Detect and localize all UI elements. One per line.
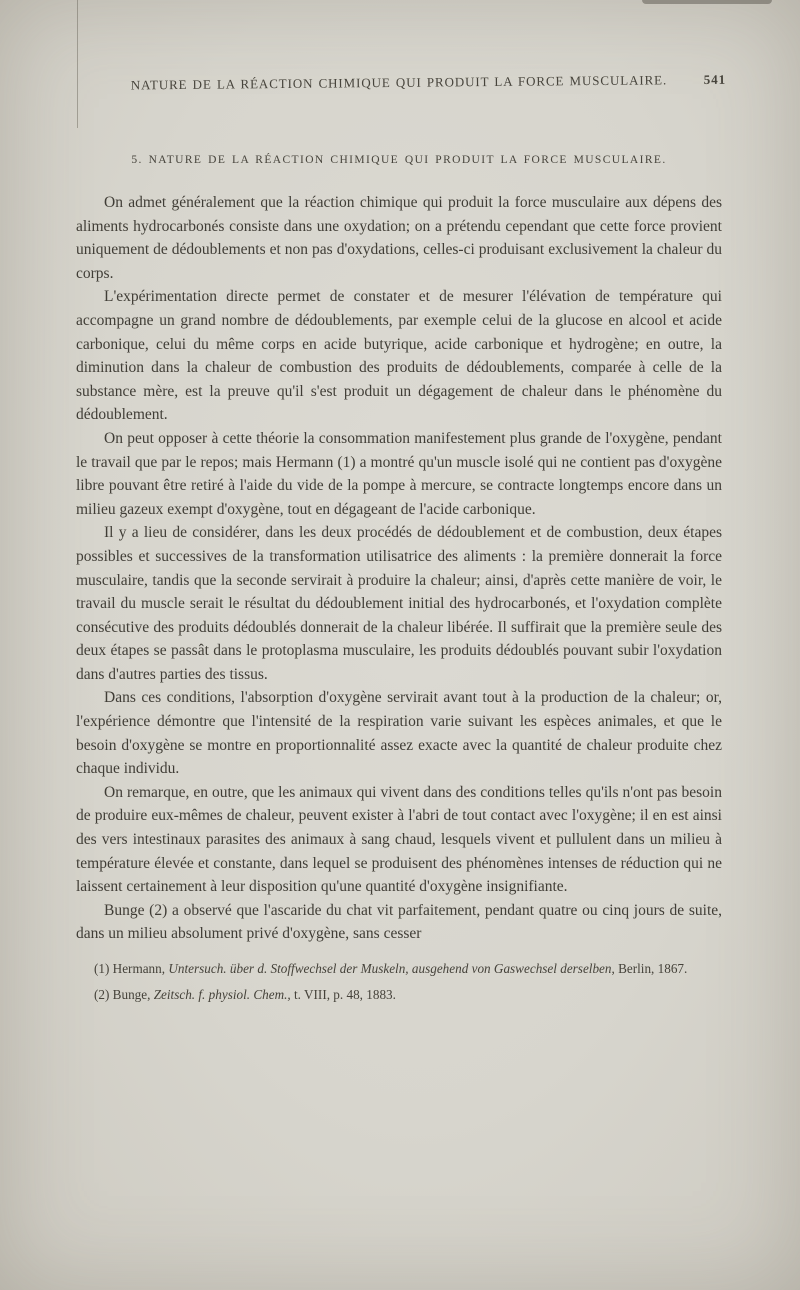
footnote-2 [76, 985, 722, 1004]
footnote-1 [76, 959, 722, 978]
footnote-2-post: t. VIII, p. 48, 1883. [290, 987, 396, 1002]
body-text [76, 191, 722, 946]
section-heading: 5. NATURE DE LA RÉACTION CHIMIQUE QUI PRODUIT LA FORCE MUSCULAIRE. [131, 154, 667, 166]
paragraph-4: Il y a lieu de considérer, dans les deux procédés de dédoublement et de combustion, deux étapes possibles et successives de la transformation utilisatrice des aliments : la première donnerait la force musculaire, tandis que la seconde servirait à produire la chaleur; ainsi, d'après cette manière de voir, le travail du muscle serait le résultat du dédoublement initial des hydrocarbonés, et l'oxydation complète consécutive des produits dédoublés donnerait de la chaleur libérée. Il suffirait que la première seule des deux étapes se passât dans le protoplasma musculaire, les produits dédoublés pouvant subir l'oxydation dans d'autres parties des tissus. [76, 524, 722, 683]
footnote-1-pre: (1) Hermann, [94, 961, 169, 976]
running-head-title: NATURE DE LA RÉACTION CHIMIQUE QUI PRODUIT LA FORCE MUSCULAIRE. [130, 72, 668, 93]
scan-artifact-top-edge [642, 0, 772, 4]
running-head [76, 71, 727, 94]
footnote-2-pre: (2) Bunge, [94, 987, 154, 1002]
paragraph-5: Dans ces conditions, l'absorption d'oxygène servirait avant tout à la production de la chaleur; or, l'expérience démontre que l'intensité de la respiration varie suivant les espèces animales, et que le besoin d'oxygène se montre en proportionnalité assez exacte avec la quantité de chaleur produite chez chaque individu. [76, 689, 722, 778]
paragraph-3: On peut opposer à cette théorie la consommation manifestement plus grande de l'oxygène, pendant le travail que par le repos; mais Hermann (1) a montré qu'un muscle isolé qui ne contient pas d'oxygène libre pouvant être retiré à l'aide du vide de la pompe à mercure, se contracte longtemps encore dans un milieu gazeux exempt d'oxygène, tout en dégageant de l'acide carbonique. [76, 429, 722, 518]
footnote-1-italic: Untersuch. über d. Stoffwechsel der Muskeln, ausgehend von Gaswechsel derselben [168, 961, 612, 976]
paragraph-1: On admet généralement que la réaction chimique qui produit la force musculaire aux dépens des aliments hydrocarbonés consiste dans une oxydation; on a prétendu cependant que cette force provient uniquement de dédoublements et non pas d'oxydations, celles-ci produisant exclusivement la chaleur du corps. [76, 194, 722, 282]
footnote-2-italic: Zeitsch. f. physiol. Chem., [153, 987, 291, 1002]
paragraph-6: On remarque, en outre, que les animaux qui vivent dans des conditions telles qu'ils n'ont pas besoin de produire eux-mêmes de chaleur, peuvent exister à l'abri de tout contact avec l'oxygène; il en est ainsi des vers intestinaux parasites des animaux à sang chaud, lesquels vivent et pullulent dans un milieu à température élevée et constante, dans lequel se produisent des phénomènes intenses de réduction qui ne laissent certainement à leur disposition qu'une quantité d'oxygène insignifiante. [76, 783, 722, 896]
paragraph-2: L'expérimentation directe permet de constater et de mesurer l'élévation de température qui accompagne un grand nombre de dédoublements, par exemple celui de la glucose en alcool et acide carbonique, celui du même corps en acide butyrique, acide carbonique et hydrogène; en outre, la diminution dans la chaleur de combustion des produits de dédoublements, comparée à celle de la substance mère, est la preuve qu'il s'est produit un dégagement de chaleur dans le phénomène du dédoublement. [76, 288, 722, 424]
footnote-1-post: , Berlin, 1867. [611, 961, 688, 976]
paragraph-7: Bunge (2) a observé que l'ascaride du chat vit parfaitement, pendant quatre ou cinq jours de suite, dans un milieu absolument privé d'oxygène, sans cesser [76, 901, 722, 943]
footnotes [76, 959, 722, 1004]
scan-artifact-line [77, 0, 78, 128]
page-number: 541 [703, 71, 727, 87]
